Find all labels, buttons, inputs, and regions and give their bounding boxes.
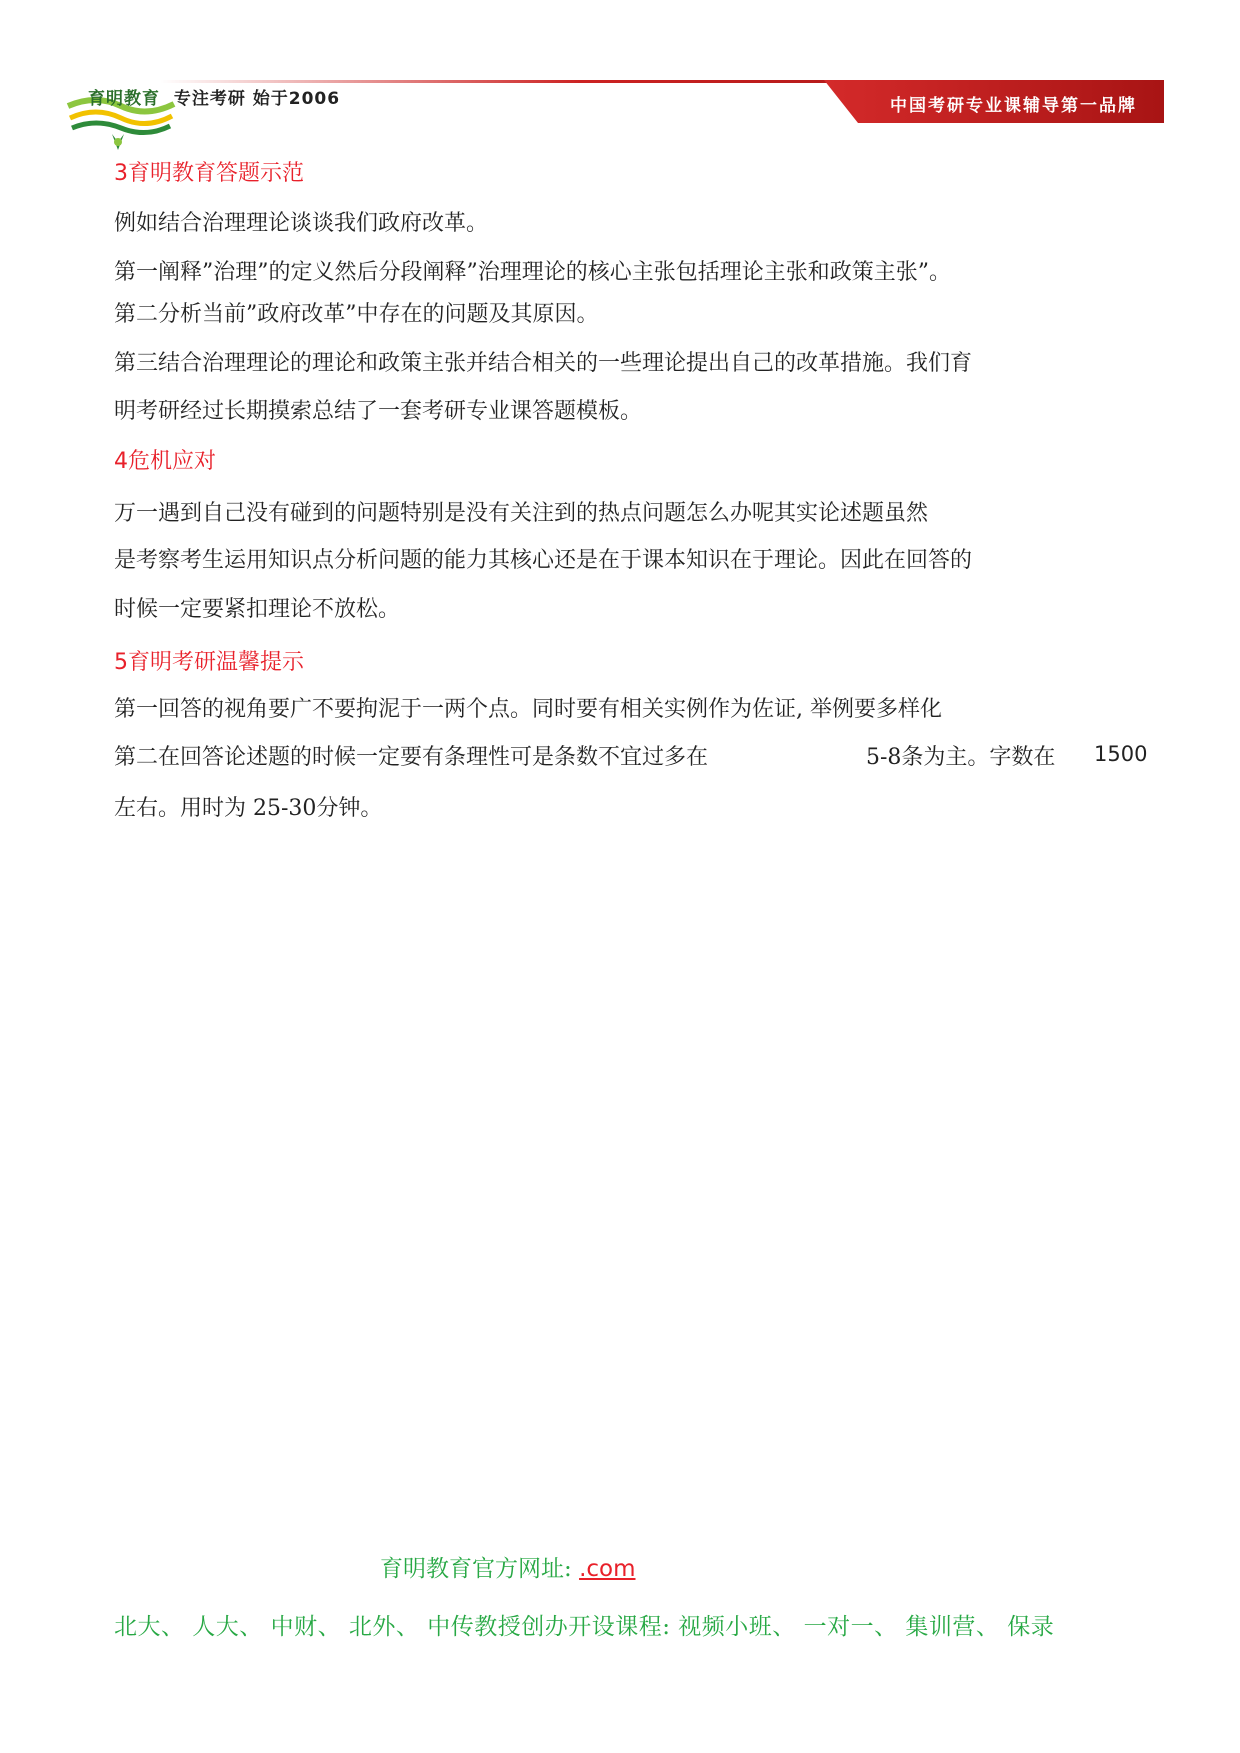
section-heading-5: 5育明考研温馨提示	[114, 650, 304, 675]
header-brand	[88, 84, 340, 109]
paragraph-line: 第二分析当前”政府改革”中存在的问题及其原因。	[114, 302, 599, 327]
header-tagline: 专注考研 始于2006	[173, 89, 341, 109]
section-heading-3: 3育明教育答题示范	[114, 161, 304, 186]
inline-word-count: 1500	[1094, 742, 1148, 766]
footer-website	[380, 1550, 636, 1583]
paragraph-line: 时候一定要紧扣理论不放松。	[114, 597, 401, 622]
paragraph-line: 第一回答的视角要广不要拘泥于一两个点。同时要有相关实例作为佐证, 举例要多样化	[114, 697, 942, 722]
paragraph-line: 第三结合治理理论的理论和政策主张并结合相关的一些理论提出自己的改革措施。我们育	[114, 351, 973, 376]
header-brand-name: 育明教育	[88, 89, 160, 109]
footer-website-label: 育明教育官方网址:	[380, 1556, 580, 1582]
paragraph-line: 例如结合治理理论谈谈我们政府改革。	[114, 211, 489, 236]
footer-courses: 北大、 人大、 中财、 北外、 中传教授创办开设课程: 视频小班、 一对一、 集训营、 保录	[114, 1614, 1055, 1640]
paragraph-line: 明考研经过长期摸索总结了一套考研专业课答题模板。	[114, 399, 643, 424]
page-header	[0, 0, 1240, 170]
inline-range-text: 5-8条为主。字数在	[866, 745, 1056, 770]
header-slogan: 中国考研专业课辅导第一品牌	[890, 96, 1137, 116]
paragraph-line: 第一阐释”治理”的定义然后分段阐释”治理理论的核心主张包括理论主张和政策主张”。	[114, 260, 951, 285]
footer-website-link[interactable]: .com	[579, 1556, 636, 1582]
paragraph-line: 第二在回答论述题的时候一定要有条理性可是条数不宜过多在	[114, 745, 709, 770]
paragraph-line: 是考察考生运用知识点分析问题的能力其核心还是在于课本知识在于理论。因此在回答的	[114, 548, 973, 573]
section-heading-4: 4危机应对	[114, 449, 216, 474]
paragraph-line: 左右。用时为 25-30分钟。	[114, 796, 383, 821]
header-divider	[160, 80, 860, 83]
paragraph-line: 万一遇到自己没有碰到的问题特别是没有关注到的热点问题怎么办呢其实论述题虽然	[114, 501, 929, 526]
